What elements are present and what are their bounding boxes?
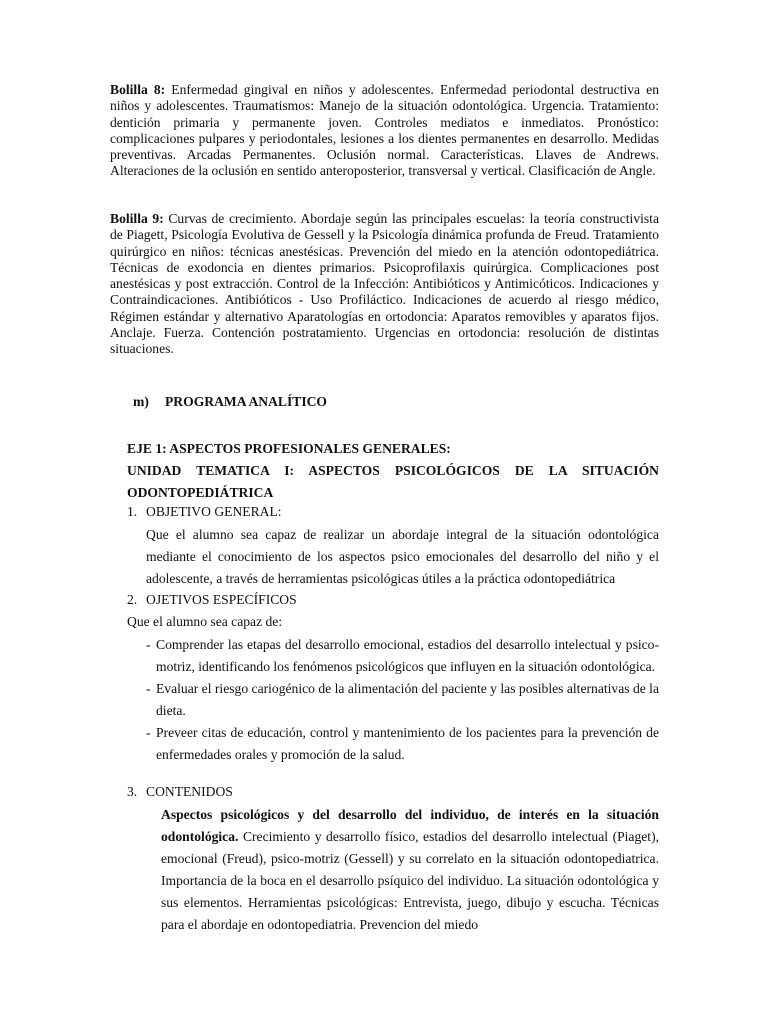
objetivos-especificos-heading [127, 590, 297, 610]
section-title: PROGRAMA ANALÍTICO [165, 394, 328, 409]
section-marker: m) [133, 394, 149, 409]
list-item-text: Evaluar el riesgo cariogénico de la alimentación del paciente y las posibles alternativas de la dieta. [156, 681, 659, 718]
dash-bullet: - [146, 637, 151, 652]
objetivo-general-number: 1. [127, 504, 138, 519]
objetivo-general-heading [127, 502, 282, 522]
list-item [146, 634, 659, 678]
contenidos-text: Crecimiento y desarrollo físico, estadios del desarrollo intelectual (Piaget), emocional (Freud), psico-motriz (Gessell) y su correlato en la situación odontopediatrica. Importancia de la boca en el desarrollo psíquico del individuo. La situación odontológica y sus elementos. Herramientas psicológicas: Entrevista, juego, dibujo y escucha. Técnicas para el abordaje en odontopediatria. Prevencion del miedo [161, 829, 659, 932]
objetivo-general-title: OBJETIVO GENERAL: [146, 504, 282, 519]
list-item [146, 678, 659, 722]
contenidos-paragraph [161, 804, 659, 936]
list-item [146, 722, 659, 766]
contenidos-title: CONTENIDOS [146, 784, 233, 799]
unidad-tematica-heading: UNIDAD TEMATICA I: ASPECTOS PSICOLÓGICOS DE LA SITUACIÓN ODONTOPEDIÁTRICA [127, 463, 659, 500]
contenidos-number: 3. [127, 784, 138, 799]
programa-analitico-heading [133, 394, 327, 410]
eje-heading: EJE 1: ASPECTOS PROFESIONALES GENERALES: [127, 441, 451, 456]
bolilla-8-label: Bolilla 8: [110, 82, 166, 97]
contenidos-heading [127, 782, 233, 802]
dash-bullet: - [146, 725, 151, 740]
objetivo-general-text: Que el alumno sea capaz de realizar un abordaje integral de la situación odontológica mediante el conocimiento de los aspectos psico emocionales del desarrollo del niño y el adolescente, a través de herramientas psicológicas útiles a la práctica odontopediátrica [146, 527, 659, 586]
objetivos-especificos-number: 2. [127, 592, 138, 607]
bolilla-8-text: Enfermedad gingival en niños y adolescentes. Enfermedad periodontal destructiva en niños y adolescentes. Traumatismos: Manejo de la situación odontológica. Urgencia. Tratamiento: dentición primaria y permanente joven. Controles mediatos e inmediatos. Pronóstico: complicaciones pulpares y periodontales, lesiones a los dientes permanentes en desarrollo. Medidas preventivas. Arcadas Permanentes. Oclusión normal. Características. Llaves de Andrews. Alteraciones de la oclusión en sentido anteroposterior, transversal y vertical. Clasificación de Angle. [110, 82, 659, 179]
list-item-text: Preveer citas de educación, control y mantenimiento de los pacientes para la prevención de enfermedades orales y promoción de la salud. [156, 725, 659, 762]
list-item-text: Comprender las etapas del desarrollo emocional, estadios del desarrollo intelectual y psico-motriz, identificando los fenómenos psicológicos que influyen en la situación odontológica. [156, 637, 659, 674]
bolilla-9-text: Curvas de crecimiento. Abordaje según las principales escuelas: la teoría constructivista de Piagett, Psicología Evolutiva de Gessell y la Psicología dinámica profunda de Freud. Tratamiento quirúrgico en niños: técnicas anestésicas. Prevención del miedo en la atención odontopediátrica. Técnicas de exodoncia en dientes primarios. Psicoprofilaxis quirúrgica. Complicaciones post anestésicas y post extracción. Control de la Infección: Antibióticos y Antimicóticos. Indicaciones y Contraindicaciones. Antibióticos - Uso Profiláctico. Indicaciones de acuerdo al riesgo médico, Régimen estándar y alternativo Aparatologías en ortodoncia: Aparatos removibles y aparatos fijos. Anclaje. Fuerza. Contención postratamiento. Urgencias en ortodoncia: resolución de distintas situaciones. [110, 211, 659, 357]
bolilla-8-paragraph [110, 82, 659, 180]
bolilla-9-label: Bolilla 9: [110, 211, 164, 226]
bolilla-9-paragraph [110, 211, 659, 358]
contenidos-bold-lead: Aspectos psicológicos y del desarrollo del individuo, de interés en la situación odontológica. [161, 807, 659, 844]
dash-bullet: - [146, 681, 151, 696]
objetivos-especificos-intro: Que el alumno sea capaz de: [127, 614, 283, 629]
objetivos-especificos-list [146, 634, 659, 766]
objetivos-especificos-title: OJETIVOS ESPECÍFICOS [146, 592, 297, 607]
